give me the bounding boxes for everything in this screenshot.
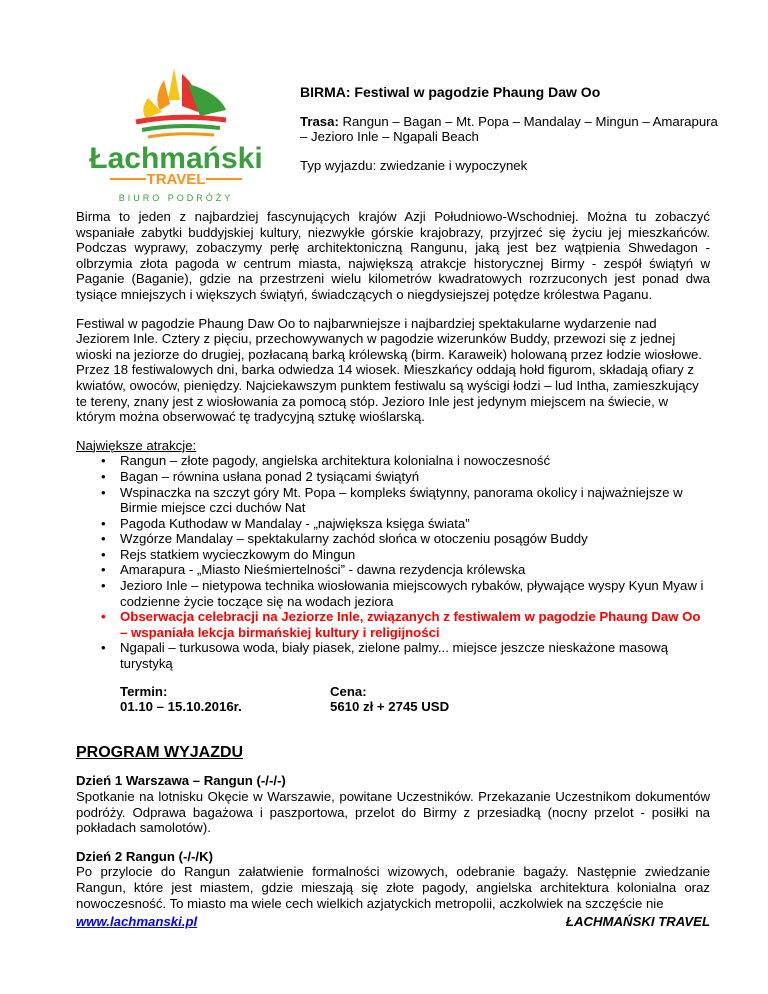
trip-header [300, 85, 720, 173]
list-item-highlight: • Obserwacja celebracji na Jeziorze Inle, związanych z festiwalem w pagodzie Phaung Daw Oo – wspaniała lekcja birmańskiej kultury i religijności [120, 609, 710, 640]
route-text: Rangun – Bagan – Mt. Popa – Mandalay – Mingun – Amarapura – Jezioro Inle – Ngapali Beach [300, 113, 718, 145]
attractions-heading: Największe atrakcje: [76, 437, 197, 453]
list-item: • Wzgórze Mandalay – spektakularny zachód słońca w otoczeniu posągów Buddy [120, 531, 710, 547]
day-1-title: Dzień 1 Warszawa – Rangun (-/-/-) [76, 773, 286, 789]
company-logo [76, 60, 276, 210]
trip-title: BIRMA: Festiwal w pagodzie Phaung Daw Oo [300, 84, 601, 100]
document-body [76, 209, 710, 924]
attractions-list [76, 453, 710, 671]
list-item: • Wspinaczka na szczyt góry Mt. Popa – kompleks świątynny, panorama okolicy i najważniejsze w Birmie miejsce czci duchów Nat [120, 485, 710, 516]
list-item: • Ngapali – turkusowa woda, biały piasek, zielone palmy... miejsce jeszcze nieskażone masową turystyką [120, 640, 710, 671]
trip-type: Typ wyjazdu: zwiedzanie i wypoczynek [300, 157, 528, 173]
logo-tagline: BIURO PODRÓŻY [118, 193, 234, 203]
day-1-text: Spotkanie na lotnisku Okęcie w Warszawie, powitane Uczestników. Przekazanie Uczestnikom dokumentów podróży. Odprawa bagażowa i paszportowa, przelot do Birmy z przesiadką (nocny przelot - posiłki na pokładach samolotów). [76, 789, 710, 836]
footer-brand: ŁACHMAŃSKI TRAVEL [565, 914, 710, 929]
list-item: • Jezioro Inle – nietypowa technika wiosłowania miejscowych rybaków, pływające wyspy Kyun Myaw i codzienne życie toczące się na wodach jeziora [120, 578, 710, 609]
term-label: Termin: [120, 683, 168, 699]
list-item: • Rangun – złote pagody, angielska architektura kolonialna i nowoczesność [120, 453, 710, 469]
price-label: Cena: [330, 683, 367, 699]
price-value: 5610 zł + 2745 USD [330, 699, 450, 715]
festival-paragraph: Festiwal w pagodzie Phaung Daw Oo to najbarwniejsze i najbardziej spektakularne wydarzenie nad Jeziorem Inle. Cztery z pięciu, przechowywanych w pagodzie wizerunków Buddy, przewozi się z jednej wioski na jeziorze do drugiej, pozłacaną barką królewską (birm. Karaweik) holowaną przez łodzie wiosłowe. Przez 18 festiwalowych dni, barka odwiedza 14 wiosek. Mieszkańcy oddają hołd figurom, składają ofiary z kwiatów, owoców, pieniędzy. Najciekawszym punktem festiwalu są wyścigi łodzi – lud Intha, zamieszkujący te tereny, znany jest z wiosłowania za pomocą stóp. Jezioro Inle jest jedynym miejscem na świecie, w którym można obserwować tę tradycyjną sztukę wioślarską. [76, 315, 702, 425]
logo-brand: Łachmański [89, 142, 263, 175]
list-item: • Amarapura - „Miasto Nieśmiertelności” - dawna rezydencja królewska [120, 562, 710, 578]
day-2-title: Dzień 2 Rangun (-/-/K) [76, 848, 213, 864]
intro-paragraph: Birma to jeden z najbardziej fascynujących krajów Azji Południowo-Wschodniej. Można tu zobaczyć wspaniałe zabytki buddyjskiej kultury, niezwykłe górskie krajobrazy, przyjrzeć się życiu jej mieszkańców. Podczas wyprawy, zobaczymy perłę architektoniczną Rangunu, jaką jest bez wątpienia Shwedagon - olbrzymia złota pagoda w centrum miasta, największą atrakcje historycznej Birmy - zespół świątyń w Paganie (Baganie), gdzie na przestrzeni wielu kilometrów kwadratowych rozrzuconych jest ponad dwa tysiące mniejszych i większych świątyń, świadczących o niegdysiejszej potędze królestwa Paganu. [76, 209, 710, 302]
term-price-block [120, 684, 710, 715]
sailboat-logo-icon [76, 60, 276, 210]
trip-route [300, 114, 720, 145]
day-2-text: Po przylocie do Rangun załatwienie formalności wizowych, odebranie bagaży. Następnie zwiedzanie Rangun, które jest miastem, gdzie mieszają się złote pagody, angielska architektura kolonialna oraz nowoczesność. To miasto ma wiele cech wielkich azjatyckich metropolii, aczkolwiek na szczęście nie [76, 864, 710, 911]
term-value: 01.10 – 15.10.2016r. [120, 699, 242, 715]
list-item: • Pagoda Kuthodaw w Mandalay - „największa księga świata” [120, 516, 710, 532]
list-item: • Rejs statkiem wycieczkowym do Mingun [120, 547, 710, 563]
route-label: Trasa: [300, 113, 339, 129]
page-footer [76, 914, 710, 930]
list-item: • Bagan – równina usłana ponad 2 tysiącami świątyń [120, 469, 710, 485]
program-heading: PROGRAM WYJAZDU [76, 743, 244, 761]
website-link[interactable]: www.lachmanski.pl [76, 914, 198, 929]
logo-sub: TRAVEL [146, 171, 206, 188]
